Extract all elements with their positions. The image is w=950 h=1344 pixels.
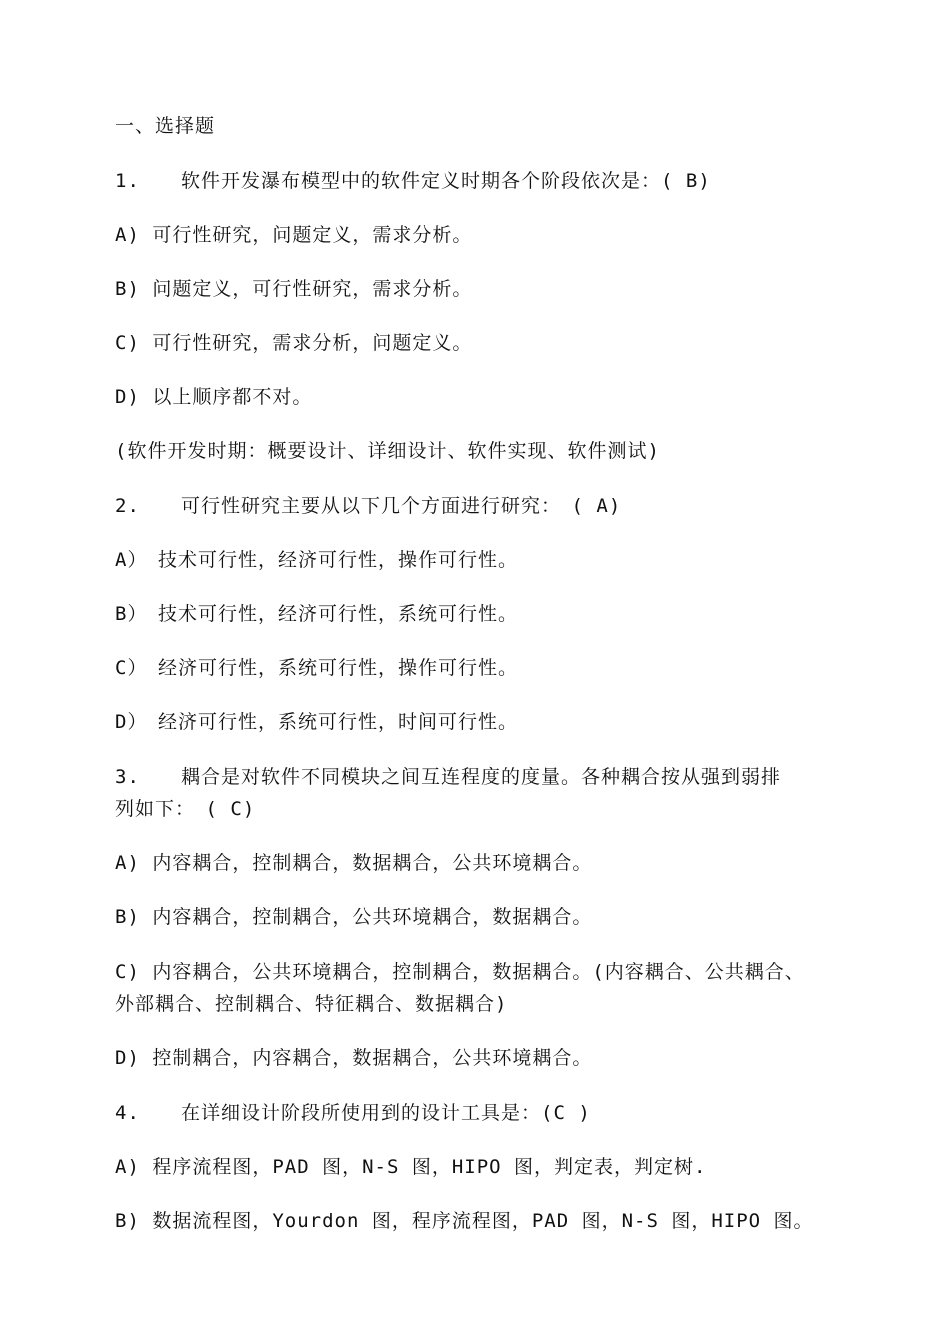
question-3-option-a: A) 内容耦合，控制耦合，数据耦合，公共环境耦合。	[115, 852, 593, 874]
question-1-text: 软件开发瀑布模型中的软件定义时期各个阶段依次是：( B)	[181, 170, 711, 192]
question-1-option-a: A) 可行性研究，问题定义，需求分析。	[115, 224, 473, 246]
question-1-note: (软件开发时期：概要设计、详细设计、软件实现、软件测试)	[115, 440, 660, 462]
question-3-stem-line-1	[115, 761, 865, 793]
question-3-option-c-line-1: C) 内容耦合，公共环境耦合，控制耦合，数据耦合。(内容耦合、公共耦合、	[115, 961, 805, 983]
question-3-option-c-line-2: 外部耦合、控制耦合、特征耦合、数据耦合)	[115, 993, 508, 1015]
question-4-option-b: B) 数据流程图，Yourdon 图，程序流程图，PAD 图，N-S 图，HIPO 图。	[115, 1210, 814, 1232]
question-2-option-d: D） 经济可行性，系统可行性，时间可行性。	[115, 711, 518, 733]
question-3-number: 3.	[115, 766, 140, 788]
question-1-option-c: C) 可行性研究，需求分析，问题定义。	[115, 332, 473, 354]
question-2-stem	[115, 490, 865, 522]
question-1-stem	[115, 165, 865, 197]
question-4-number: 4.	[115, 1102, 140, 1124]
question-1-number: 1.	[115, 170, 140, 192]
question-1-option-d: D) 以上顺序都不对。	[115, 386, 313, 408]
question-4-stem	[115, 1097, 865, 1129]
question-2-text: 可行性研究主要从以下几个方面进行研究： ( A)	[181, 495, 622, 517]
question-2-option-c: C） 经济可行性，系统可行性，操作可行性。	[115, 657, 518, 679]
question-3-stem-line-2: 列如下： ( C)	[115, 798, 256, 820]
question-3-option-d: D) 控制耦合，内容耦合，数据耦合，公共环境耦合。	[115, 1047, 593, 1069]
question-3-option-b: B) 内容耦合，控制耦合，公共环境耦合，数据耦合。	[115, 906, 593, 928]
question-4-text: 在详细设计阶段所使用到的设计工具是：(C )	[181, 1102, 591, 1124]
question-2-number: 2.	[115, 495, 140, 517]
question-2-option-a: A） 技术可行性，经济可行性，操作可行性。	[115, 549, 518, 571]
question-2-option-b: B） 技术可行性，经济可行性，系统可行性。	[115, 603, 518, 625]
question-3-text: 耦合是对软件不同模块之间互连程度的度量。各种耦合按从强到弱排	[181, 766, 782, 788]
question-1-option-b: B) 问题定义，可行性研究，需求分析。	[115, 278, 473, 300]
question-4-option-a: A) 程序流程图，PAD 图，N-S 图，HIPO 图，判定表，判定树.	[115, 1156, 707, 1178]
section-title: 一、选择题	[115, 115, 216, 137]
